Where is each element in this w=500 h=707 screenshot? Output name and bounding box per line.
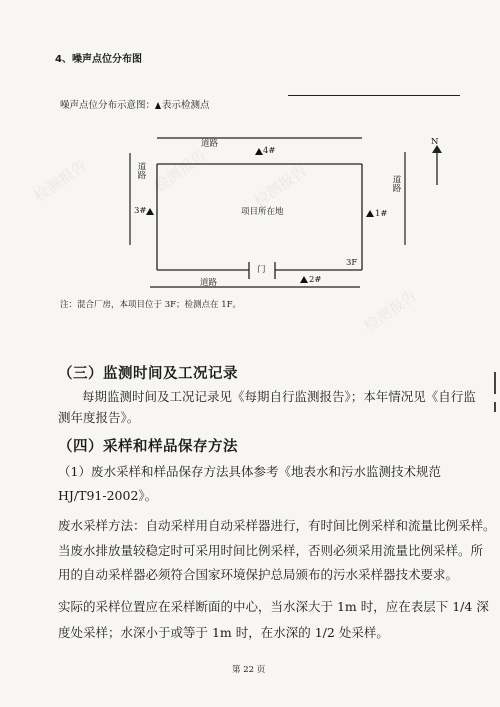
scan-mark [494,402,496,412]
paragraph-line: （1）废水采样和样品保存方法具体参考《地表水和污水监测技术规范 [58,464,441,479]
point-2-triangle-icon [300,276,308,283]
point-1-triangle-icon [366,210,374,217]
point-3-label: 3# [134,206,147,216]
point-3-triangle-icon [146,208,154,215]
page-number: 第 22 页 [232,665,266,675]
north-label: N [431,137,439,147]
road-label-top: 道路 [201,139,219,149]
point-4-label: 4# [263,146,276,156]
diagram-note: 注：混合厂房，本项目位于 3F；检测点在 1F。 [60,300,242,310]
paragraph-line: 实际的采样位置应在采样断面的中心，当水深大于 1m 时，应在表层下 1/4 深 [58,599,489,614]
paragraph-line: 度处采样；水深小于或等于 1m 时，在水深的 1/2 处采样。 [58,625,389,640]
section-title: 4、噪声点位分布图 [55,54,142,65]
section-heading-monitoring-time: （三）监测时间及工况记录 [58,365,238,382]
watermark: 检测报告 [360,286,421,336]
watermark: 检测报告 [150,146,211,196]
paragraph-line: HJ/T91-2002》。 [58,488,158,503]
section-heading-sampling: （四）采样和样品保存方法 [58,438,238,455]
road-label-bottom: 道路 [200,278,218,288]
watermark: 检测报告 [250,161,311,211]
gate-label: 门 [257,265,266,275]
road-label-right: 道路 [391,175,401,192]
watermark: 检测报告 [30,156,91,206]
floor-label: 3F [346,258,358,268]
project-location: 项目所在地 [241,207,284,217]
caption-legend: 表示检测点 [162,100,210,111]
point-4-triangle-icon [255,148,263,155]
paragraph-line: 测年度报告》。 [58,410,140,425]
paragraph-line: 用的自动采样器必须符合国家环境保护总局颁布的污水采样器技术要求。 [58,567,459,582]
point-1-label: 1# [375,209,388,219]
caption-prefix: 噪声点位分布示意图： [60,100,156,111]
road-label-left: 道路 [136,162,146,179]
paragraph-line: 当废水排放量较稳定时可采用时间比例采样，否则必须采用流量比例采样。所 [58,543,484,558]
paragraph-line: 每期监测时间及工况记录见《每期自行监测报告》；本年情况见《自行监 [82,389,476,404]
paragraph-line: 废水采样方法：自动采样用自动采样器进行，有时间比例采样和流量比例采样。 [58,518,496,533]
point-2-label: 2# [309,275,322,285]
scan-mark [494,372,496,394]
